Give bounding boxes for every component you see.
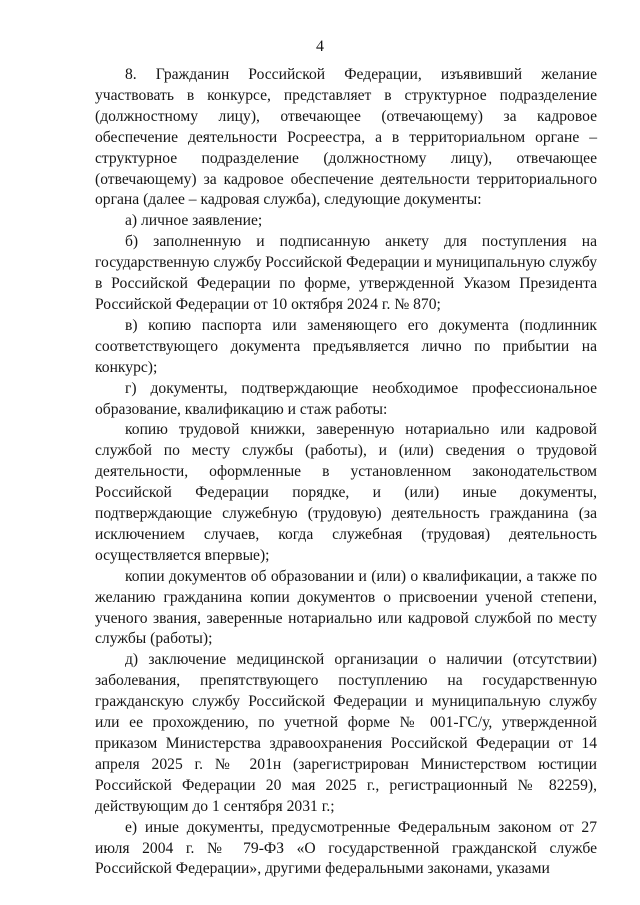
item-e-other-documents: е) иные документы, предусмотренные Федеральным законом от 27 июля 2004 г. № 79-ФЗ «О государственной гражданской службе Российской Федерации», другими федеральными законами, указами [95,818,597,878]
item-a-personal-application: а) личное заявление; [125,212,263,230]
page-number: 4 [316,38,324,55]
education-documents-copies: копии документов об образовании и (или) о квалификации, а также по желанию гражданина копии документов о присвоении ученой степени, ученого звания, заверенные нотариально или кадровой службой по месту службы (работы); [95,567,597,648]
item-g-education-documents: г) документы, подтверждающие необходимое профессиональное образование, квалификацию и стаж работы: [95,379,597,418]
item-v-passport-copy: в) копию паспорта или заменяющего его документа (подлинник соответствующего документа предъявляется лично по прибытии на конкурс); [95,316,597,376]
work-record-copy: копию трудовой книжки, заверенную нотариально или кадровой службой по месту службы (работы), и (или) сведения о трудовой деятельности, оформленные в установленном законодательством Российской Федерации порядке, и (или) иные документы, подтверждающие служебную (трудовую) деятельность гражданина (за исключением случаев, когда служебная (трудовая) деятельность осуществляется впервые); [95,421,597,564]
document-body [95,65,597,880]
item-d-medical-certificate: д) заключение медицинской организации о наличии (отсутствии) заболевания, препятствующего поступлению на государственную гражданскую службу Российской Федерации и муниципальную службу или ее прохождению, по учетной форме № 001-ГС/у, утвержденной приказом Министерства здравоохранения Российской Федерации от 14 апреля 2025 г. № 201н (зарегистрирован Министерством юстиции Российской Федерации 20 мая 2025 г., регистрационный № 82259), действующим до 1 сентября 2031 г.; [95,651,597,815]
paragraph-8-intro: 8. Гражданин Российской Федерации, изъявивший желание участвовать в конкурсе, представляет в структурное подразделение (должностному лицу), отвечающее (отвечающему) за кадровое обеспечение деятельности Росреестра, а в территориальном органе – структурное подразделение (должностному лицу), отвечающее (отвечающему) за кадровое обеспечение деятельности территориального органа (далее – кадровая служба), следующие документы: [95,66,597,209]
item-b-questionnaire: б) заполненную и подписанную анкету для поступления на государственную службу Российской Федерации и муниципальную службу в Российской Федерации по форме, утвержденной Указом Президента Российской Федерации от 10 октября 2024 г. № 870; [95,233,597,313]
